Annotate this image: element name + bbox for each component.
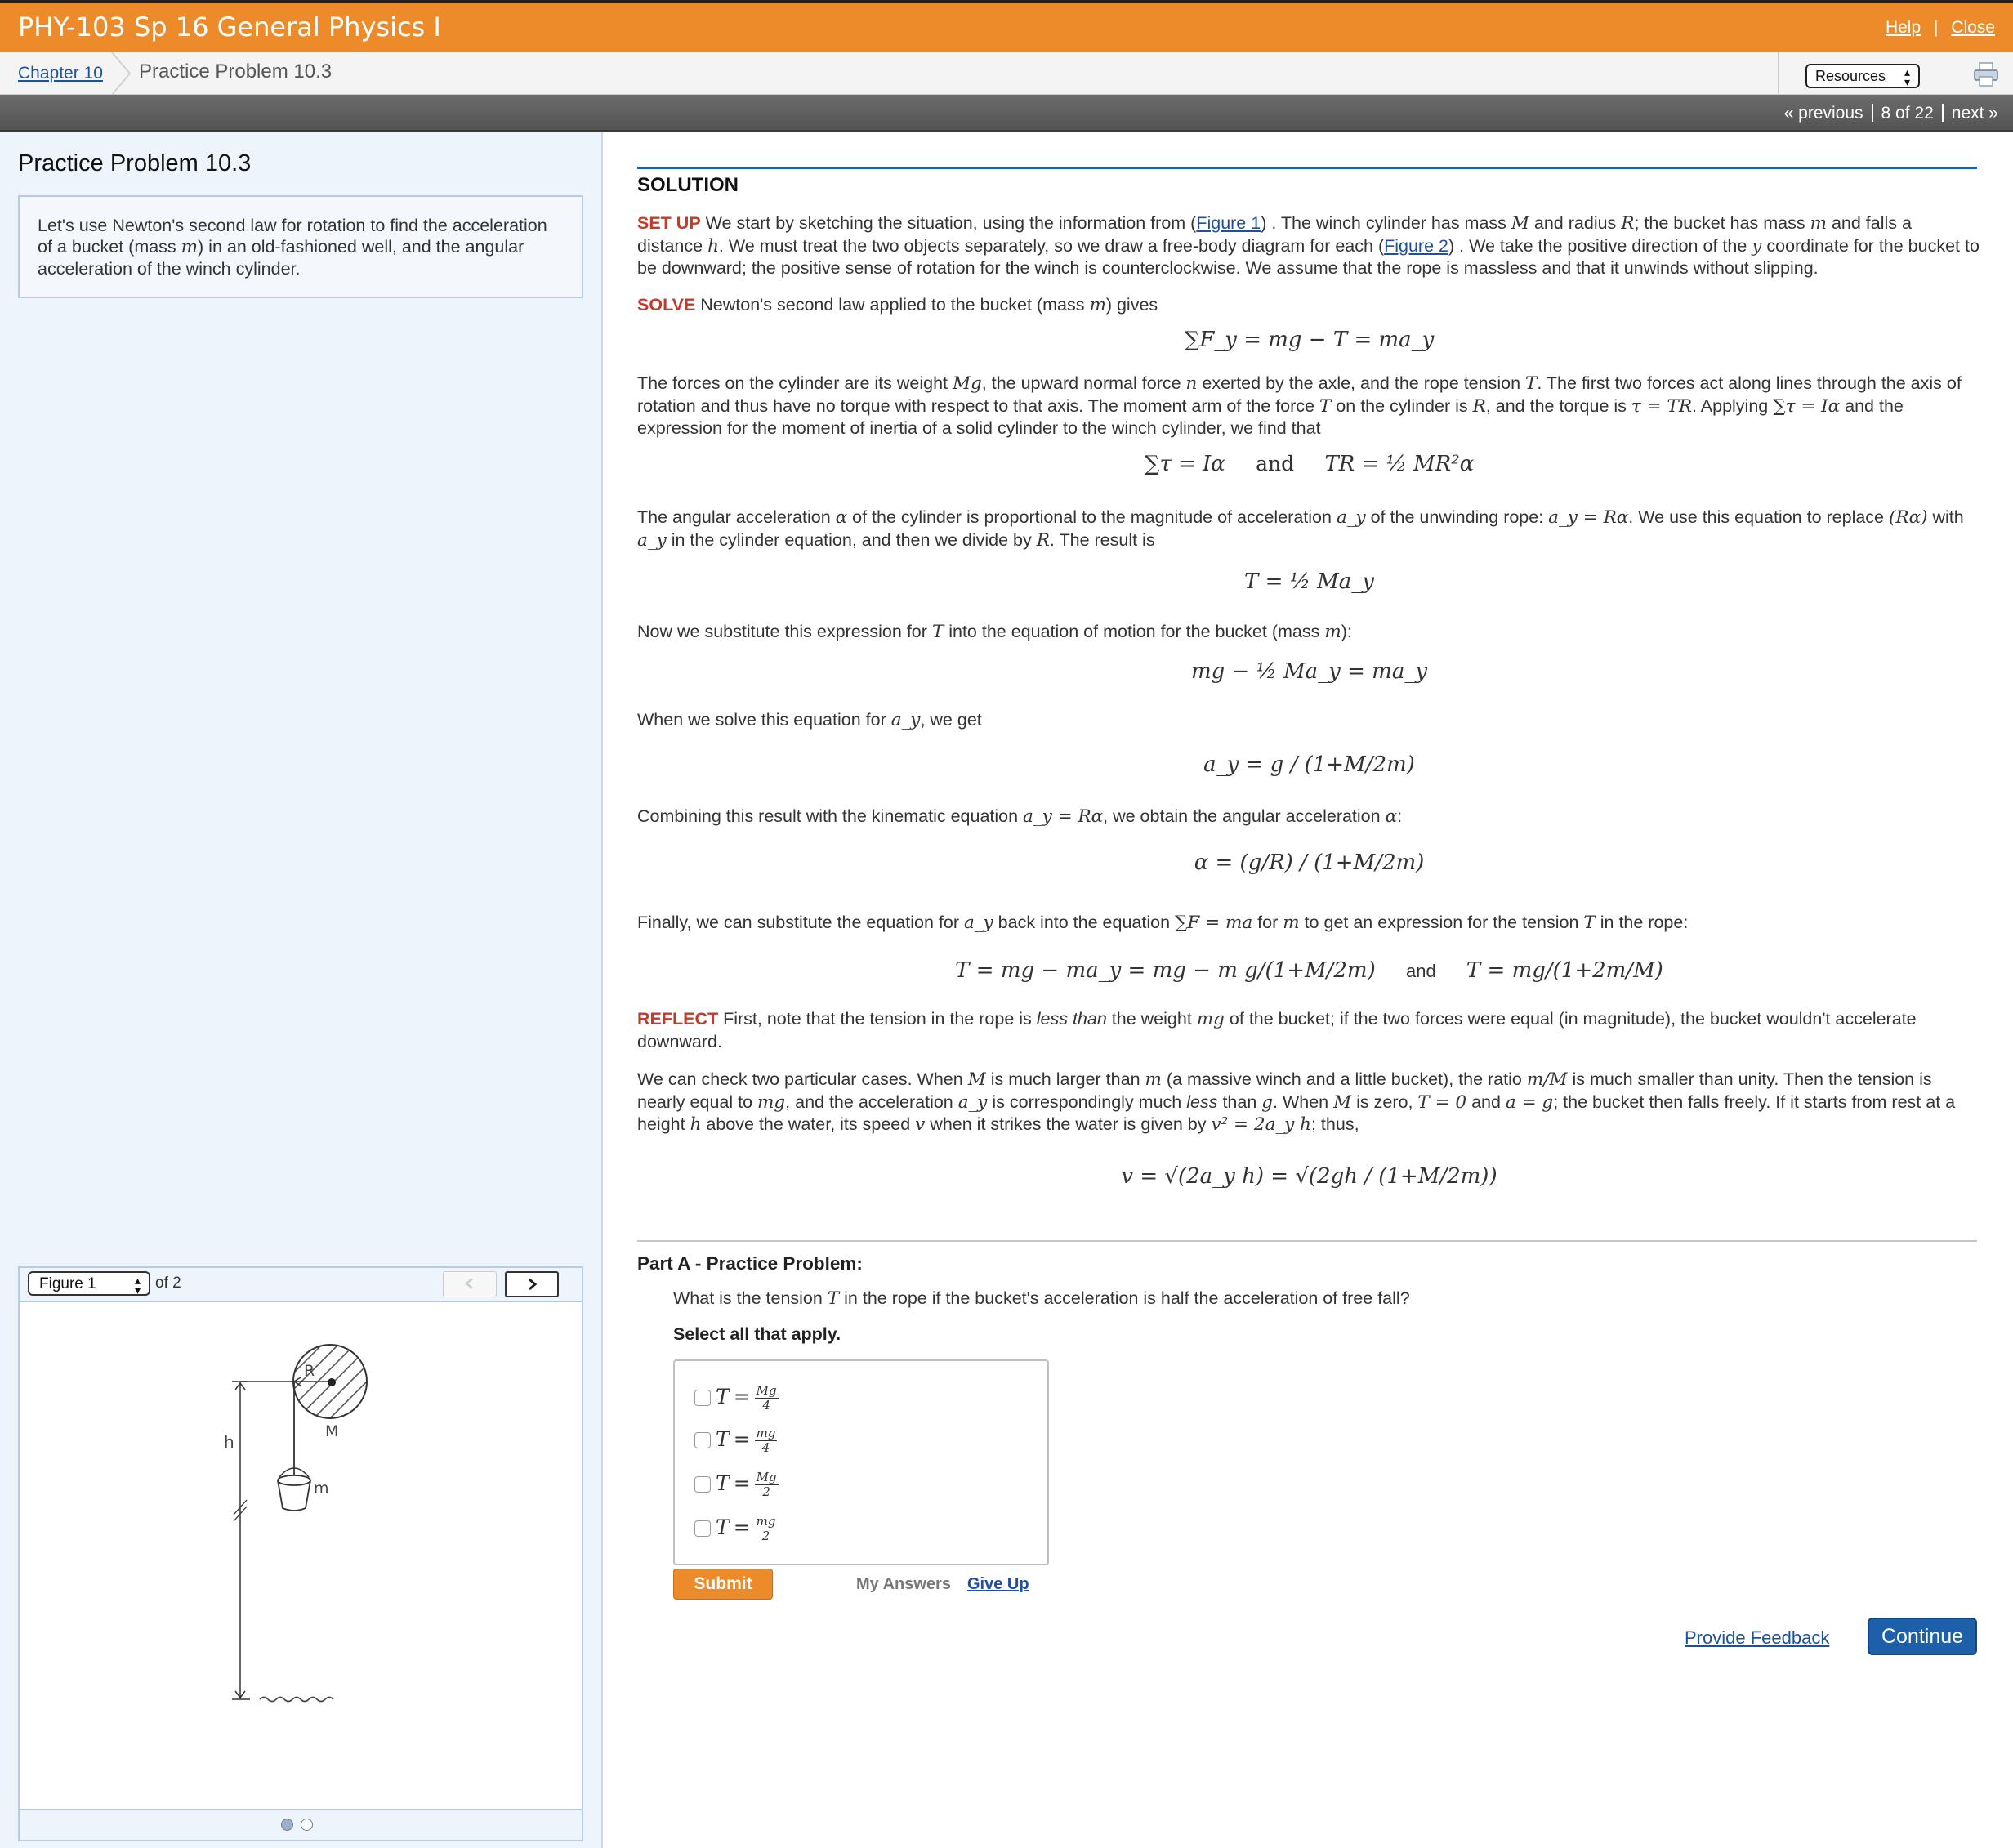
equation-text: ∑F_y = mg − T = ma_y bbox=[1184, 328, 1435, 352]
equation-text: T = mg/(1+2m/M) bbox=[1466, 958, 1663, 983]
math-var: α bbox=[835, 507, 848, 528]
math-var: a_y bbox=[963, 913, 993, 933]
continue-button[interactable]: Continue bbox=[1868, 1618, 1977, 1655]
text: Finally, we can substitute the equation for bbox=[637, 913, 964, 932]
option-denominator: 4 bbox=[762, 1397, 770, 1413]
top-links bbox=[1886, 18, 1995, 38]
cases-paragraph bbox=[637, 1069, 1981, 1136]
setup-label: SET UP bbox=[637, 213, 701, 233]
equation-text: v = √(2a_y h) = √(2gh / (1+M/2m)) bbox=[1121, 1164, 1497, 1189]
math-var: m bbox=[1145, 1069, 1162, 1090]
printer-icon[interactable] bbox=[1972, 60, 2000, 88]
math-var: T bbox=[931, 622, 944, 642]
equation-torque bbox=[637, 451, 1981, 476]
math-inline: m/M bbox=[1526, 1069, 1568, 1090]
math-var: h bbox=[690, 1114, 702, 1135]
figure-select[interactable] bbox=[28, 1271, 150, 1296]
text: to get an expression for the tension bbox=[1299, 913, 1584, 932]
updown-arrows-icon: ▴ ▾ bbox=[134, 1274, 141, 1297]
text: for bbox=[1252, 913, 1283, 932]
text: is correspondingly much bbox=[987, 1091, 1187, 1112]
math-var: R bbox=[1036, 529, 1050, 551]
text: and bbox=[1466, 1091, 1506, 1112]
problem-sidebar bbox=[0, 132, 603, 1848]
math-inline: (Rα) bbox=[1889, 507, 1928, 528]
text: ) . We take the positive direction of the bbox=[1448, 235, 1752, 256]
text: : bbox=[1397, 806, 1403, 826]
equation-text: α = (g/R) / (1+M/2m) bbox=[1194, 850, 1425, 875]
math-var: m bbox=[181, 237, 199, 257]
text: , and the torque is bbox=[1485, 395, 1631, 416]
text: When we solve this equation for bbox=[637, 710, 891, 730]
equation-and: and bbox=[1405, 961, 1436, 981]
math-inline: v² = 2a_y h bbox=[1211, 1114, 1311, 1135]
option-numerator: mg bbox=[756, 1513, 776, 1529]
math-var: m bbox=[1810, 213, 1827, 234]
text: Combining this result with the kinematic equation bbox=[637, 806, 1024, 826]
math-inline: a = g bbox=[1505, 1091, 1554, 1113]
divider bbox=[1942, 104, 1944, 122]
divider bbox=[637, 167, 1977, 169]
text: than bbox=[1217, 1091, 1262, 1112]
text: and radius bbox=[1529, 213, 1622, 233]
combine-paragraph bbox=[637, 806, 1981, 828]
checkbox[interactable] bbox=[694, 1432, 711, 1448]
text: of the cylinder is proportional to the magnitude of acceleration bbox=[847, 507, 1337, 527]
math-var: m bbox=[1089, 295, 1106, 315]
figure-1-link[interactable]: Figure 1 bbox=[1196, 213, 1261, 233]
text: . The result is bbox=[1049, 529, 1155, 550]
math-var: mg bbox=[1196, 1009, 1225, 1029]
option-denominator: 2 bbox=[762, 1484, 770, 1499]
math-var: y bbox=[1752, 235, 1762, 257]
text: into the equation of motion for the bucket (mass bbox=[944, 622, 1325, 641]
reflect-paragraph bbox=[637, 1008, 1981, 1052]
reflect-label: REFLECT bbox=[637, 1009, 719, 1029]
setup-paragraph bbox=[637, 212, 1981, 279]
next-link[interactable]: next » bbox=[1951, 104, 1998, 123]
equation-newton-bucket bbox=[637, 327, 1981, 352]
figure-next-button[interactable] bbox=[505, 1271, 559, 1297]
answer-option-3[interactable]: T = $\frac{Mg}{2}$ bbox=[694, 1464, 779, 1503]
text: What is the tension bbox=[673, 1288, 828, 1308]
figure-prev-button[interactable] bbox=[443, 1271, 497, 1297]
well-diagram bbox=[20, 1304, 582, 1810]
math-var: n bbox=[1185, 373, 1198, 394]
math-inline: T = 0 bbox=[1417, 1091, 1467, 1113]
intro-text: Let's use Newton's second law for rotation to find the acceleration of a bucket (mass bbox=[38, 216, 547, 257]
intro-text: ) in an old-fashioned well, and the angular acceleration of the winch cylinder. bbox=[38, 237, 524, 279]
text: is much smaller than unity. Then the tension is nearly equal to bbox=[637, 1069, 1932, 1112]
option-numerator: mg bbox=[756, 1425, 776, 1440]
text: of the bucket; if the two forces were equal (in magnitude), the bucket wouldn't accelerate downward. bbox=[637, 1009, 1917, 1051]
math-inline: a_y = Rα bbox=[1023, 806, 1104, 827]
equation-tension-half bbox=[637, 569, 1981, 594]
math-var: T bbox=[1583, 913, 1596, 933]
finally-paragraph bbox=[637, 912, 1981, 935]
math-var: T bbox=[1319, 395, 1332, 417]
page-position: 8 of 22 bbox=[1881, 104, 1934, 123]
text: (a massive winch and a little bucket), the ratio bbox=[1161, 1069, 1527, 1089]
checkbox[interactable] bbox=[694, 1390, 711, 1406]
text: on the cylinder is bbox=[1331, 395, 1473, 416]
breadcrumb-current: Practice Problem 10.3 bbox=[139, 60, 333, 83]
answer-option-2[interactable]: T = $\frac{mg}{4}$ bbox=[694, 1420, 777, 1459]
text: ; thus, bbox=[1310, 1114, 1359, 1134]
close-link[interactable]: Close bbox=[1951, 18, 1995, 37]
figure-dot-active[interactable] bbox=[281, 1819, 293, 1831]
text: . The first two forces act along lines through the axis of rotation and thus have no torque with respect to that axis. The moment arm of the force bbox=[637, 373, 1962, 416]
equation-text: TR = ½ MR²α bbox=[1324, 452, 1475, 476]
checkbox[interactable] bbox=[694, 1476, 711, 1493]
equation-text: T = ½ Ma_y bbox=[1244, 569, 1374, 594]
option-numerator: Mg bbox=[756, 1382, 777, 1398]
text: when it strikes the water is given by bbox=[925, 1114, 1212, 1134]
text: , and the acceleration bbox=[785, 1091, 958, 1112]
math-var: M bbox=[1511, 213, 1529, 234]
figure-pagination bbox=[20, 1809, 582, 1840]
divider bbox=[1872, 104, 1873, 122]
select-all-instruction: Select all that apply. bbox=[673, 1324, 841, 1344]
text-emphasis: less bbox=[1186, 1091, 1218, 1112]
radius-label: R bbox=[304, 1362, 315, 1380]
substitute-paragraph bbox=[637, 621, 1981, 644]
resources-label: Resources bbox=[1815, 68, 1886, 84]
option-numerator: Mg bbox=[756, 1469, 777, 1484]
text: is zero, bbox=[1351, 1091, 1418, 1112]
submit-button[interactable]: Submit bbox=[673, 1569, 773, 1600]
math-var: T bbox=[827, 1288, 840, 1309]
equation-speed bbox=[637, 1163, 1981, 1189]
figure-toolbar bbox=[20, 1268, 582, 1302]
figure-select-value: Figure 1 bbox=[39, 1275, 96, 1292]
math-var: v bbox=[915, 1114, 926, 1135]
math-inline: τ = TR bbox=[1631, 395, 1693, 417]
text: in the rope: bbox=[1595, 913, 1689, 932]
text: , we obtain the angular acceleration bbox=[1103, 806, 1386, 826]
help-link[interactable]: Help bbox=[1885, 18, 1922, 37]
height-dimension bbox=[224, 1382, 250, 1699]
text: exerted by the axle, and the rope tension bbox=[1197, 373, 1526, 393]
give-up-link[interactable]: Give Up bbox=[967, 1575, 1029, 1593]
equation-text: T = mg − ma_y = mg − m g/(1+M/2m) bbox=[955, 958, 1376, 983]
updown-arrows-icon: ▴ ▾ bbox=[1904, 65, 1910, 88]
math-var: Mg bbox=[953, 373, 982, 394]
equation-ay bbox=[637, 752, 1981, 777]
text: Newton's second law applied to the bucket (mass bbox=[695, 295, 1090, 315]
problem-intro bbox=[18, 195, 583, 298]
problem-heading: Practice Problem 10.3 bbox=[18, 150, 252, 176]
math-var: m bbox=[1324, 622, 1341, 642]
text: ) . The winch cylinder has mass bbox=[1261, 213, 1511, 233]
math-var: h bbox=[707, 235, 719, 257]
course-title: PHY-103 Sp 16 General Physics I bbox=[18, 11, 441, 42]
answer-option-1[interactable]: T = $\frac{Mg}{4}$ bbox=[694, 1377, 779, 1417]
equation-text: mg − ½ Ma_y = ma_y bbox=[1190, 659, 1428, 684]
equation-text: a_y = g / (1+M/2m) bbox=[1203, 752, 1415, 777]
math-var: mg bbox=[757, 1091, 786, 1113]
equation-tension-final bbox=[637, 957, 1981, 983]
text: . Applying bbox=[1692, 395, 1774, 416]
text: with bbox=[1927, 507, 1964, 527]
figure-panel bbox=[18, 1266, 583, 1841]
text: ) gives bbox=[1105, 295, 1158, 315]
math-var: a_y bbox=[890, 710, 921, 730]
math-var: R bbox=[1472, 395, 1486, 417]
solution-heading: SOLUTION bbox=[637, 174, 739, 196]
option-denominator: 2 bbox=[761, 1528, 770, 1543]
equation-alpha bbox=[637, 850, 1981, 875]
pagination-bar bbox=[0, 95, 2013, 132]
breadcrumb-chevron-icon bbox=[110, 52, 132, 95]
checkbox[interactable] bbox=[694, 1520, 711, 1537]
text: We start by sketching the situation, using the information from ( bbox=[700, 213, 1197, 233]
height-label: h bbox=[224, 1432, 234, 1452]
bucket-mass-label: m bbox=[314, 1480, 329, 1498]
text: of the unwinding rope: bbox=[1365, 507, 1549, 527]
text: , we get bbox=[920, 710, 982, 730]
text: in the cylinder equation, and then we divide by bbox=[666, 529, 1037, 550]
text: , the upward normal force bbox=[981, 373, 1186, 393]
math-var: a_y bbox=[637, 529, 667, 551]
provide-feedback-link[interactable]: Provide Feedback bbox=[1685, 1627, 1830, 1648]
my-answers-label: My Answers bbox=[856, 1575, 951, 1593]
rope bbox=[240, 1382, 294, 1485]
text: ; the bucket has mass bbox=[1634, 213, 1810, 233]
figure-count: of 2 bbox=[155, 1274, 181, 1292]
text: The forces on the cylinder are its weight bbox=[637, 373, 953, 393]
figure-2-link[interactable]: Figure 2 bbox=[1384, 235, 1448, 256]
math-var: g bbox=[1261, 1091, 1274, 1113]
math-var: M bbox=[967, 1069, 986, 1090]
math-var: m bbox=[1283, 913, 1300, 933]
text: . When bbox=[1273, 1091, 1334, 1112]
text: above the water, its speed bbox=[701, 1114, 916, 1134]
top-bar bbox=[0, 0, 2013, 52]
equation-motion bbox=[637, 658, 1981, 684]
breadcrumb bbox=[0, 52, 2013, 95]
divider bbox=[1778, 52, 1779, 95]
answer-option-4[interactable]: T = $\frac{mg}{2}$ bbox=[694, 1508, 777, 1547]
math-inline: ∑F = ma bbox=[1175, 913, 1253, 933]
text: Now we substitute this expression for bbox=[637, 622, 932, 641]
text: ; the bucket then falls freely. If it starts from rest at a height bbox=[637, 1091, 1956, 1134]
resources-dropdown[interactable] bbox=[1805, 64, 1920, 88]
breadcrumb-chapter-link[interactable]: Chapter 10 bbox=[18, 64, 103, 83]
math-var: a_y bbox=[957, 1091, 988, 1113]
math-var: a_y bbox=[1336, 507, 1366, 528]
previous-link[interactable]: « previous bbox=[1783, 104, 1863, 123]
solve-paragraph bbox=[637, 294, 1981, 317]
bucket bbox=[278, 1468, 329, 1511]
text: in the rope if the bucket's acceleration is half the acceleration of free fall? bbox=[839, 1288, 1410, 1308]
text: coordinate for the bucket to be downward; the positive sense of rotation for the winch is counterclockwise. We assume that the rope is massless and that it unwinds without slipping. bbox=[637, 235, 1980, 278]
text: We can check two particular cases. When bbox=[637, 1069, 968, 1089]
math-inline: ∑τ = Iα bbox=[1773, 395, 1841, 417]
text: back into the equation bbox=[993, 913, 1176, 932]
part-a-question bbox=[673, 1288, 1980, 1310]
chevron-left-icon bbox=[444, 1272, 494, 1295]
text: and the expression for the moment of inertia of a solid cylinder to the winch cylinder, we find that bbox=[637, 395, 1904, 438]
text: the weight bbox=[1106, 1009, 1197, 1029]
text: The angular acceleration bbox=[637, 507, 836, 527]
text-emphasis: less than bbox=[1036, 1009, 1107, 1029]
equation-text: ∑τ = Iα bbox=[1144, 452, 1225, 476]
option-denominator: 4 bbox=[761, 1440, 770, 1455]
angular-paragraph bbox=[637, 507, 1981, 551]
solution-pane bbox=[605, 132, 2013, 1848]
text: . We must treat the two objects separately, so we draw a free-body diagram for each ( bbox=[718, 235, 1385, 256]
answer-options bbox=[673, 1359, 1049, 1565]
math-var: α bbox=[1385, 806, 1398, 827]
equation-and: and bbox=[1256, 452, 1295, 475]
text: First, note that the tension in the rope is bbox=[718, 1009, 1037, 1029]
solve-ay-paragraph bbox=[637, 709, 1981, 732]
winch-cylinder bbox=[281, 1304, 404, 1440]
chevron-right-icon bbox=[507, 1273, 557, 1296]
math-var: R bbox=[1621, 213, 1635, 234]
figure-dot[interactable] bbox=[301, 1819, 313, 1831]
link-separator: | bbox=[1933, 18, 1939, 37]
math-inline: a_y = Rα bbox=[1548, 507, 1629, 528]
math-var: M bbox=[1333, 1091, 1352, 1113]
pager bbox=[1784, 104, 1998, 123]
divider bbox=[637, 1240, 1977, 1242]
text: is much larger than bbox=[985, 1069, 1145, 1089]
solve-label: SOLVE bbox=[637, 295, 696, 315]
winch-mass-label: M bbox=[325, 1422, 339, 1440]
text: . We use this equation to replace bbox=[1628, 507, 1889, 527]
text: ): bbox=[1341, 622, 1352, 641]
math-var: T bbox=[1525, 373, 1538, 394]
forces-paragraph bbox=[637, 373, 1981, 440]
water-surface bbox=[260, 1698, 333, 1702]
part-a-title: Part A - Practice Problem: bbox=[637, 1253, 863, 1274]
text: and falls a distance bbox=[637, 213, 1912, 256]
